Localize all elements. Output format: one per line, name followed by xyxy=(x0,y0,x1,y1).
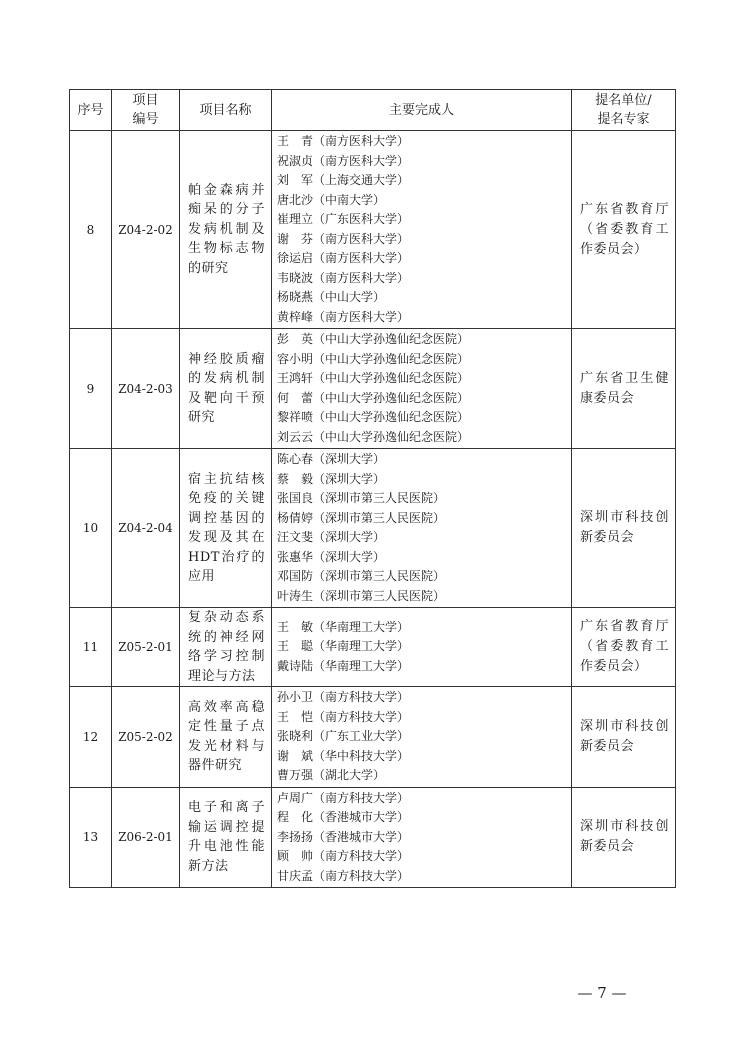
contributor: 曹万强（湖北大学） xyxy=(277,768,386,782)
contributor: 蔡 毅（深圳大学） xyxy=(277,471,386,486)
header-people: 主要完成人 xyxy=(272,90,572,131)
header-code-line2: 编号 xyxy=(132,112,159,127)
header-no: 序号 xyxy=(70,90,112,131)
row-number: 12 xyxy=(70,687,112,788)
main-contributors xyxy=(272,608,572,687)
contributor: 黄梓峰（南方医科大学） xyxy=(277,309,410,324)
contributor: 杨晓燕（中山大学） xyxy=(277,290,386,304)
project-name: 宿主抗结核免疫的关键调控基因的发现及其在HDT治疗的应用 xyxy=(180,449,272,608)
project-name: 高效率高稳定性量子点发光材料与器件研究 xyxy=(180,687,272,788)
main-contributors xyxy=(272,787,572,888)
header-nominator-line2: 提名专家 xyxy=(597,112,650,127)
contributor: 何 蕾（中山大学孙逸仙纪念医院） xyxy=(277,390,470,405)
contributor: 韦晓波（南方医科大学） xyxy=(277,270,410,285)
contributor: 唐北沙（中南大学） xyxy=(277,192,386,207)
table-body xyxy=(70,131,676,888)
project-name: 帕金森病并痴呆的分子发病机制及生物标志物的研究 xyxy=(180,131,272,329)
nominating-unit: 广东省卫生健康委员会 xyxy=(572,329,676,449)
contributor: 张国良（深圳市第三人民医院） xyxy=(277,491,446,505)
contributor: 祝淑贞（南方医科大学） xyxy=(277,153,410,168)
contributor: 杨倩婷（深圳市第三人民医院） xyxy=(277,510,446,525)
main-contributors xyxy=(272,329,572,449)
contributor: 容小明（中山大学孙逸仙纪念医院） xyxy=(277,351,470,366)
contributor: 王 青（南方医科大学） xyxy=(277,134,410,148)
main-contributors xyxy=(272,449,572,608)
header-code-line1: 项目 xyxy=(132,93,159,108)
table-row xyxy=(70,608,676,687)
contributor: 谢 斌（华中科技大学） xyxy=(277,748,410,763)
table-row xyxy=(70,449,676,608)
main-contributors xyxy=(272,687,572,788)
row-number: 13 xyxy=(70,787,112,888)
row-number: 9 xyxy=(70,329,112,449)
project-code: Z04-2-03 xyxy=(112,329,180,449)
table-header-row xyxy=(70,90,676,131)
header-nominator xyxy=(572,90,676,131)
contributor: 汪文斐（深圳大学） xyxy=(277,530,386,544)
contributor: 孙小卫（南方科技大学） xyxy=(277,690,410,704)
contributor: 张晓利（广东工业大学） xyxy=(277,729,410,743)
project-code: Z05-2-02 xyxy=(112,687,180,788)
project-code: Z04-2-04 xyxy=(112,449,180,608)
contributor: 甘庆孟（南方科技大学） xyxy=(277,868,410,883)
contributor: 刘 军（上海交通大学） xyxy=(277,173,410,187)
project-name: 神经胶质瘤的发病机制及靶向干预研究 xyxy=(180,329,272,449)
contributor: 彭 英（中山大学孙逸仙纪念医院） xyxy=(277,332,470,346)
table-row xyxy=(70,131,676,329)
contributor: 叶涛生（深圳市第三人民医院） xyxy=(277,588,446,603)
contributor: 王 恺（南方科技大学） xyxy=(277,709,410,724)
project-code: Z05-2-01 xyxy=(112,608,180,687)
table-row xyxy=(70,329,676,449)
project-code: Z04-2-02 xyxy=(112,131,180,329)
row-number: 8 xyxy=(70,131,112,329)
contributor: 谢 芬（南方医科大学） xyxy=(277,231,410,246)
contributor: 陈心春（深圳大学） xyxy=(277,452,386,466)
contributor: 黎祥喷（中山大学孙逸仙纪念医院） xyxy=(277,410,470,424)
project-name: 复杂动态系统的神经网络学习控制理论与方法 xyxy=(180,608,272,687)
contributor: 程 化（香港城市大学） xyxy=(277,810,410,824)
project-code: Z06-2-01 xyxy=(112,787,180,888)
row-number: 11 xyxy=(70,608,112,687)
contributor: 卢周广（南方科技大学） xyxy=(277,790,410,805)
nominating-unit: 广东省教育厅（省委教育工作委员会） xyxy=(572,608,676,687)
project-name: 电子和离子输运调控提升电池性能新方法 xyxy=(180,787,272,888)
table-row xyxy=(70,787,676,888)
nominating-unit: 深圳市科技创新委员会 xyxy=(572,687,676,788)
contributor: 顾 帅（南方科技大学） xyxy=(277,849,410,863)
contributor: 刘云云（中山大学孙逸仙纪念医院） xyxy=(277,429,470,444)
nominating-unit: 深圳市科技创新委员会 xyxy=(572,787,676,888)
nominating-unit: 深圳市科技创新委员会 xyxy=(572,449,676,608)
contributor: 王鸿轩（中山大学孙逸仙纪念医院） xyxy=(277,371,470,385)
contributor: 张惠华（深圳大学） xyxy=(277,549,386,564)
page-number: — 7 — xyxy=(577,984,627,1002)
contributor: 王 聪（华南理工大学） xyxy=(277,639,410,654)
contributor: 李扬扬（香港城市大学） xyxy=(277,829,410,844)
header-nominator-line1: 提名单位/ xyxy=(595,93,652,108)
header-name: 项目名称 xyxy=(180,90,272,131)
contributor: 徐运启（南方医科大学） xyxy=(277,251,410,265)
row-number: 10 xyxy=(70,449,112,608)
header-code xyxy=(112,90,180,131)
nominating-unit: 广东省教育厅（省委教育工作委员会） xyxy=(572,131,676,329)
contributor: 崔理立（广东医科大学） xyxy=(277,212,410,226)
main-contributors xyxy=(272,131,572,329)
contributor: 邓国防（深圳市第三人民医院） xyxy=(277,569,446,583)
contributor: 戴诗陆（华南理工大学） xyxy=(277,658,410,673)
table-row xyxy=(70,687,676,788)
awards-table xyxy=(69,89,676,888)
contributor: 王 敏（华南理工大学） xyxy=(277,619,410,634)
